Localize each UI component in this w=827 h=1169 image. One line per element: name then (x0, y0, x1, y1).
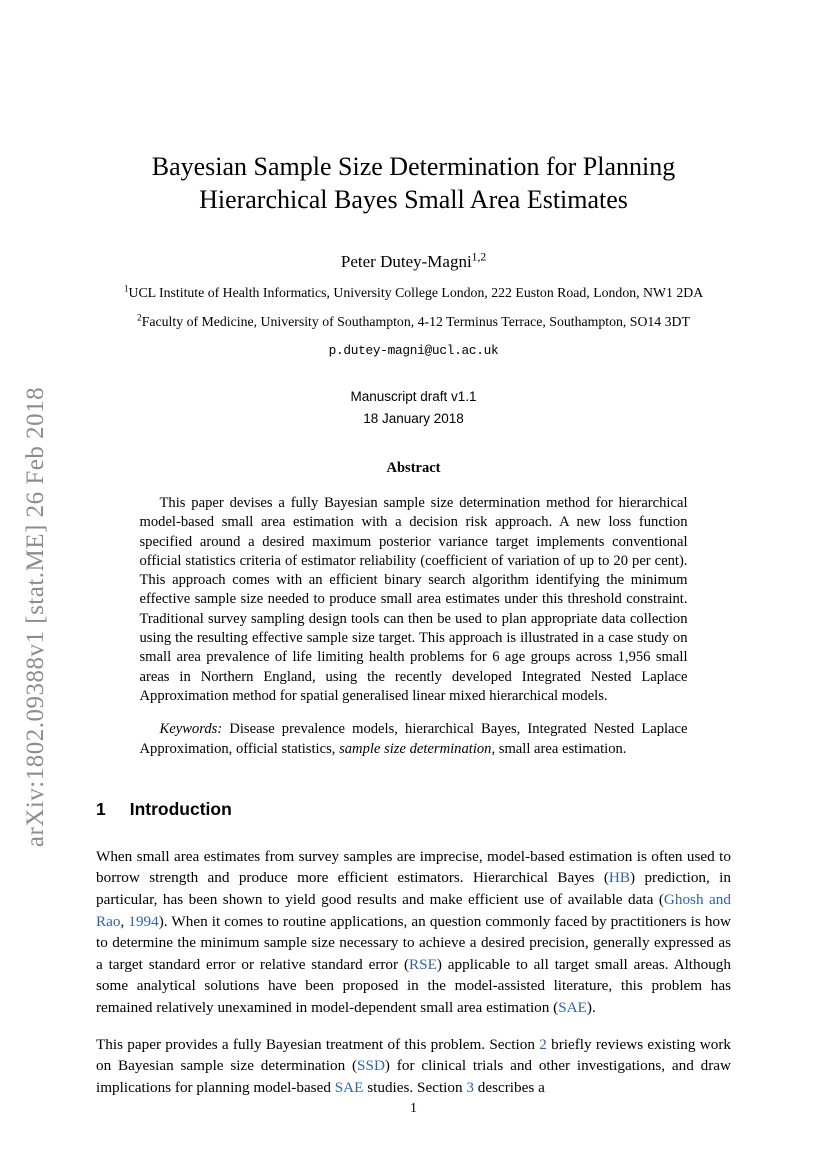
text-segment: 1,2 (471, 250, 487, 264)
inline-link[interactable]: 2 (539, 1035, 547, 1053)
paragraph-2 (96, 1034, 731, 1099)
text-segment: This paper provides a fully Bayesian treatment of this problem. Section (96, 1035, 540, 1053)
text-segment: Keywords: (159, 721, 223, 738)
text-segment: ). (586, 999, 596, 1017)
text-segment: 1 (123, 284, 129, 295)
affiliation-1 (96, 285, 731, 301)
keywords-paragraph (140, 720, 688, 759)
inline-link[interactable]: SSD (357, 1057, 385, 1075)
abstract-heading: Abstract (386, 460, 441, 476)
inline-link[interactable]: Ghosh and Rao (96, 891, 731, 930)
text-segment: , small area estimation. (491, 740, 627, 757)
section-heading (96, 799, 731, 820)
author-name (96, 252, 731, 272)
manuscript-info (96, 386, 731, 430)
paper-content (96, 0, 731, 1098)
inline-link[interactable]: SAE (558, 999, 587, 1017)
text-segment: briefly reviews existing work on Bayesian sample size determination ( (96, 1035, 731, 1075)
text-segment: UCL Institute of Health Informatics, University College London, 222 Euston Road, London, NW1 2DA (128, 285, 704, 300)
text-segment: ) prediction, in particular, has been shown to yield good results and make efficient use of available data ( (96, 869, 731, 909)
manuscript-version: Manuscript draft v1.1 (350, 389, 477, 404)
inline-link[interactable]: 1994 (128, 912, 159, 930)
text-segment: ) for clinical trials and other investigations, and draw implications for planning model-based (96, 1057, 731, 1096)
affiliation-2 (96, 314, 731, 330)
text-segment: describes a (473, 1078, 545, 1096)
manuscript-date: 18 January 2018 (363, 411, 464, 426)
text-segment: 2 (137, 313, 142, 324)
title-line-1: Bayesian Sample Size Determination for Planning (151, 152, 676, 181)
text-segment: ) applicable to all target small areas. Although some analytical solutions have been proposed in the model-assisted literature, this problem has remained relatively unexamined in model-dependent small area estimation ( (96, 955, 731, 1017)
title-line-2: Hierarchical Bayes Small Area Estimates (199, 185, 628, 214)
abstract-text: This paper devises a fully Bayesian sample size determination method for hierarchical model-based small area estimation with a decision risk approach. A new loss function specified around a desired maximum posterior variance target implements conventional official statistics criteria of estimator reliability (coefficient of variation of up to 20 per cent). This approach comes with an efficient binary search algorithm identifying the minimum effective sample size needed to produce small area estimates under this threshold constraint. Traditional survey sampling design tools can then be used to plan appropriate data collection using the resulting effective sample size target. This approach is illustrated in a case study on small area prevalence of life limiting health problems for 6 age groups across 1,956 small areas in Northern England, using the recently developed Integrated Nested Laplace Approximation method for spatial generalised linear mixed hierarchical models. (139, 495, 688, 704)
inline-link[interactable]: SAE (334, 1078, 364, 1096)
inline-link[interactable]: RSE (409, 955, 437, 973)
author-email: p.dutey-magni@ucl.ac.uk (328, 343, 499, 358)
text-segment: Faculty of Medicine, University of Southampton, 4-12 Terminus Terrace, Southampton, SO14 3DT (141, 314, 690, 329)
text-segment: Disease prevalence models, hierarchical Bayes, Integrated Nested Laplace Approximation, official statistics, (139, 721, 688, 757)
text-segment: When small area estimates from survey samples are imprecise, model-based estimation is often used to borrow strength and produce more efficient estimators. Hierarchical Bayes ( (96, 847, 731, 887)
text-segment: sample size determination (339, 740, 492, 757)
text-segment: Peter Dutey-Magni (340, 252, 472, 271)
paragraph-1 (96, 846, 731, 1019)
page-number: 1 (410, 1101, 417, 1116)
section-title: Introduction (129, 798, 232, 819)
text-segment: ). When it comes to routine applications, an question commonly faced by practitioners is how to determine the minimum sample size necessary to achieve a desired precision, generally expressed as a target standard error or relative standard error ( (96, 912, 732, 973)
arxiv-watermark: arXiv:1802.09388v1 [stat.ME] 26 Feb 2018 (22, 386, 49, 848)
text-segment: , (120, 912, 129, 930)
paper-title (96, 150, 731, 216)
text-segment: studies. Section (363, 1078, 467, 1096)
section-number: 1 (96, 798, 106, 819)
inline-link[interactable]: 3 (466, 1078, 474, 1096)
inline-link[interactable]: HB (608, 869, 631, 887)
